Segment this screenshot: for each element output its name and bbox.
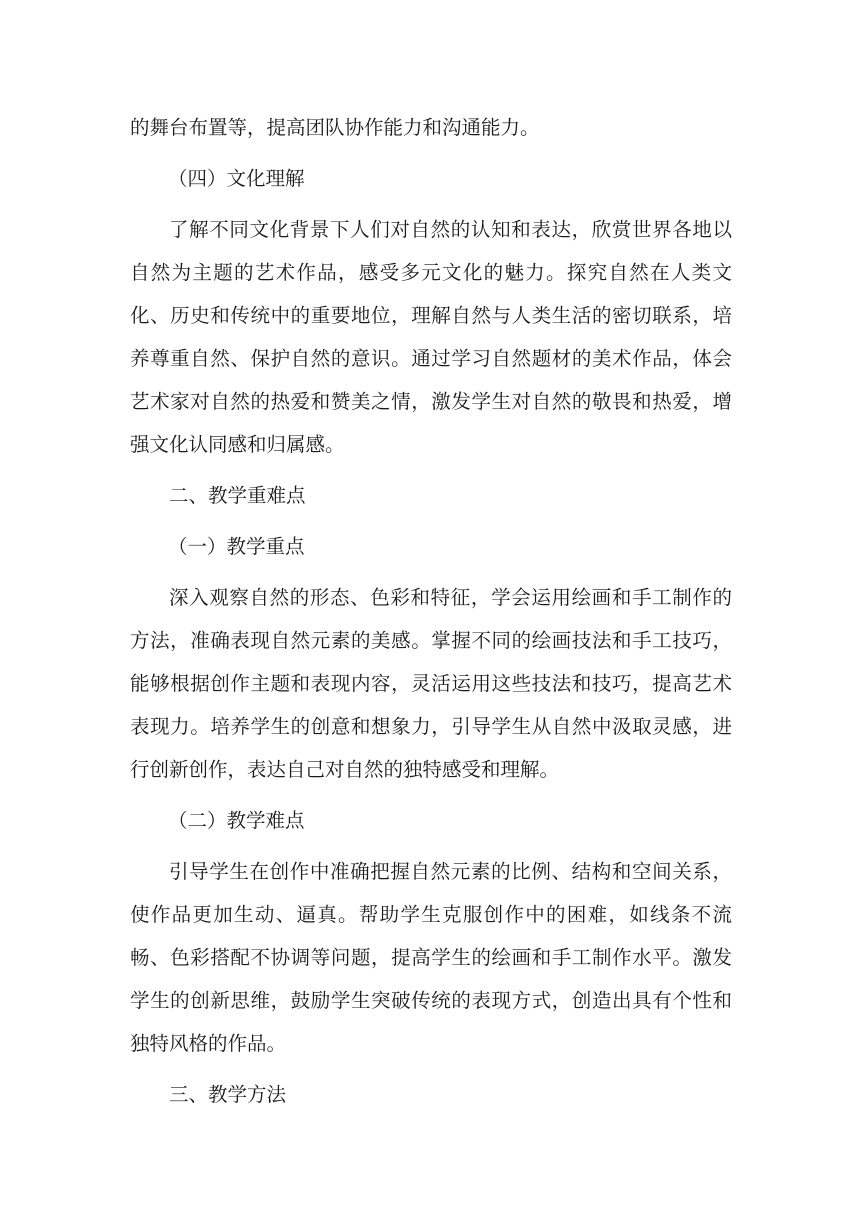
paragraph-teaching-difficult-points: 引导学生在创作中准确把握自然元素的比例、结构和空间关系，使作品更加生动、逼真。帮助学生克服创作中的困难，如线条不流畅、色彩搭配不协调等问题，提高学生的绘画和手工制作水平。激发学生的创新思维，鼓励学生突破传统的表现方式，创造出具有个性和独特风格的作品。	[130, 860, 732, 1055]
heading-teaching-key-difficult-points: 二、教学重难点	[169, 484, 306, 507]
subheading-teaching-key-points: （一）教学重点	[168, 535, 305, 558]
heading-teaching-methods: 三、教学方法	[169, 1083, 287, 1106]
subheading-teaching-difficult-points: （二）教学难点	[168, 809, 305, 832]
paragraph-teaching-key-points: 深入观察自然的形态、色彩和特征，学会运用绘画和手工制作的方法，准确表现自然元素的美感。掌握不同的绘画技法和手工技巧，能够根据创作主题和表现内容，灵活运用这些技法和技巧，提高艺术表现力。培养学生的创意和想象力，引导学生从自然中汲取灵感，进行创新创作，表达自己对自然的独特感受和理解。	[130, 586, 732, 781]
subheading-culture-understanding: （四）文化理解	[168, 167, 305, 190]
document-body	[130, 106, 732, 1116]
paragraph-continued: 的舞台布置等，提高团队协作能力和沟通能力。	[130, 116, 540, 139]
paragraph-culture-understanding: 了解不同文化背景下人们对自然的认知和表达，欣赏世界各地以自然为主题的艺术作品，感受多元文化的魅力。探究自然在人类文化、历史和传统中的重要地位，理解自然与人类生活的密切联系，培养尊重自然、保护自然的意识。通过学习自然题材的美术作品，体会艺术家对自然的热爱和赞美之情，激发学生对自然的敬畏和热爱，增强文化认同感和归属感。	[130, 218, 732, 456]
